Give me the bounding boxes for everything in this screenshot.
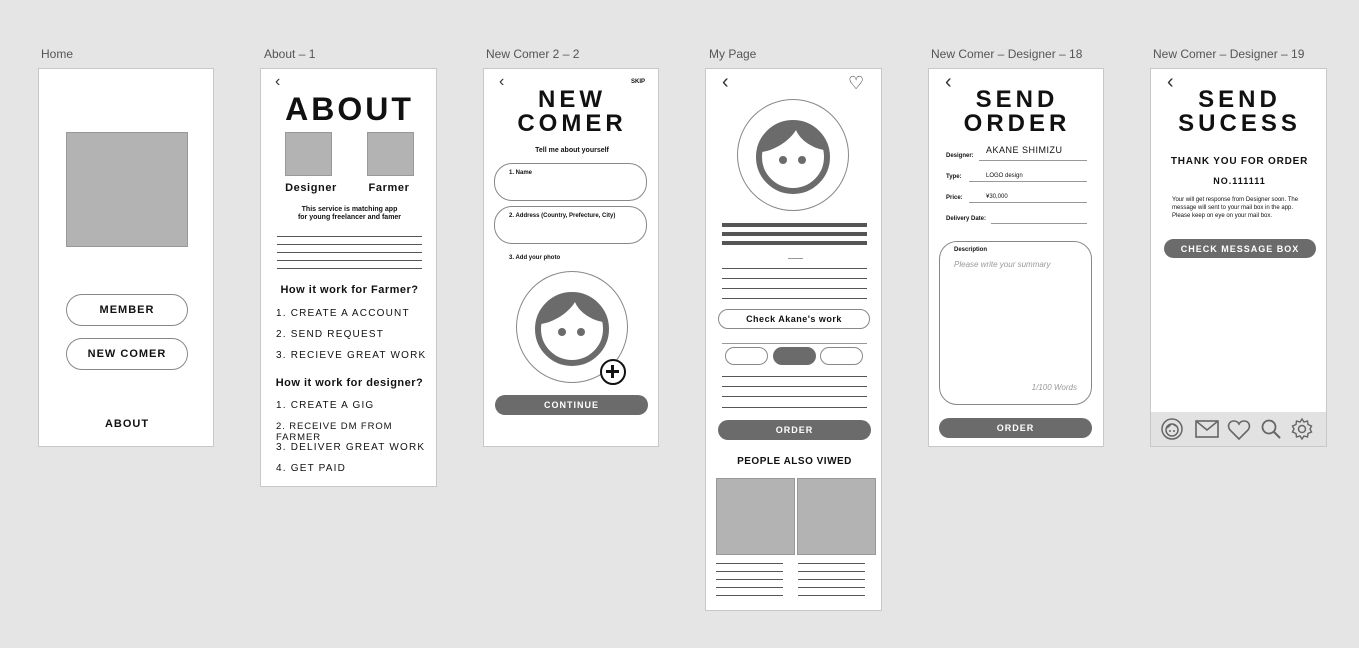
back-chevron-icon[interactable]: ‹ (275, 73, 281, 90)
frame-label-newcomer: New Comer 2 – 2 (486, 47, 580, 61)
add-photo-plus-icon[interactable] (600, 359, 626, 385)
text-line (722, 396, 867, 397)
price-field-label: Price: (946, 195, 963, 201)
option-pill-selected[interactable] (773, 347, 816, 365)
frame-label-send-success: New Comer – Designer – 19 (1153, 47, 1305, 61)
designer-heading: How it work for designer? (275, 377, 424, 389)
text-line (798, 587, 865, 588)
farmer-image (367, 132, 414, 176)
text-line (722, 268, 867, 269)
newcomer-subtitle: Tell me about yourself (535, 147, 609, 154)
people-also-viewed-heading: PEOPLE ALSO VIWED (737, 456, 852, 467)
about-frame (260, 68, 437, 487)
farmer-step: 1. CREATE A ACCOUNT (276, 308, 410, 319)
text-line (716, 571, 783, 572)
field-underline (979, 160, 1087, 161)
back-chevron-icon[interactable]: ‹ (499, 73, 505, 90)
gear-icon[interactable] (1290, 417, 1314, 441)
designer-field-value: AKANE SHIMIZU (986, 145, 1063, 155)
related-image[interactable] (716, 478, 795, 555)
text-line (798, 579, 865, 580)
home-frame (38, 68, 214, 447)
designer-field-label: Designer: (946, 153, 974, 159)
send-order-title-line1: SEND (975, 86, 1059, 113)
designer-step: 1. CREATE A GIG (276, 400, 375, 411)
success-message: Your will get response from Designer soon. The message will sent to your mail box in the app. Please keep on eye on your mail box. (1172, 197, 1299, 219)
designer-step: 4. GET PAID (276, 463, 347, 474)
success-title-line2: SUCESS (1178, 110, 1301, 137)
bottom-tab-bar (1151, 412, 1326, 446)
order-button[interactable]: ORDER (718, 420, 871, 440)
designer-step: 2. RECEIVE DM FROM FARMER (276, 421, 393, 443)
back-chevron-icon[interactable]: ‹ (722, 71, 729, 93)
text-line (277, 244, 422, 245)
send-success-frame (1150, 68, 1327, 447)
photo-label: 3. Add your photo (509, 255, 561, 261)
check-work-button[interactable]: Check Akane's work (718, 309, 870, 329)
newcomer-title-line2: COMER (517, 110, 627, 137)
back-chevron-icon[interactable]: ‹ (945, 71, 952, 93)
text-line (722, 376, 867, 377)
order-number: NO.111111 (1213, 176, 1266, 186)
skip-link[interactable]: SKIP (631, 79, 646, 85)
description-label: Description (954, 247, 988, 253)
name-field[interactable]: 1. Name (494, 163, 647, 201)
farmer-label: Farmer (368, 182, 410, 194)
send-order-title-line2: ORDER (963, 110, 1071, 137)
avatar-face-icon (738, 100, 848, 210)
new-comer-button[interactable]: NEW COMER (66, 338, 188, 370)
field-underline (991, 223, 1087, 224)
mypage-frame (705, 68, 882, 611)
thank-you-text: THANK YOU FOR ORDER (1170, 156, 1309, 167)
back-chevron-icon[interactable]: ‹ (1167, 71, 1174, 93)
about-title: ABOUT (285, 91, 414, 127)
check-message-box-button[interactable]: CHECK MESSAGE BOX (1164, 239, 1316, 258)
profile-avatar (737, 99, 849, 211)
farmer-step: 2. SEND REQUEST (276, 329, 385, 340)
frame-label-about: About – 1 (264, 47, 316, 61)
type-field-label: Type: (946, 174, 962, 180)
option-pill[interactable] (725, 347, 768, 365)
divider (722, 343, 867, 344)
text-line (722, 232, 867, 236)
text-line (722, 298, 867, 299)
address-field[interactable]: 2. Address (Country, Prefecture, City) (494, 206, 647, 244)
heart-icon[interactable] (1227, 419, 1251, 441)
text-line (722, 407, 867, 408)
text-line (798, 563, 865, 564)
farmer-heading: How it work for Farmer? (280, 284, 419, 296)
text-line (277, 260, 422, 261)
member-button[interactable]: MEMBER (66, 294, 188, 326)
mail-icon[interactable] (1194, 419, 1220, 439)
designer-image (285, 132, 332, 176)
text-line (798, 571, 865, 572)
description-textarea[interactable] (939, 241, 1092, 405)
face-icon[interactable] (1160, 417, 1184, 441)
about-link[interactable]: ABOUT (104, 418, 150, 430)
continue-button[interactable]: CONTINUE (495, 395, 648, 415)
text-line (716, 579, 783, 580)
text-line (722, 288, 867, 289)
option-pill[interactable] (820, 347, 863, 365)
price-field-value: ¥30,000 (986, 194, 1008, 200)
search-icon[interactable] (1260, 418, 1282, 440)
text-line (722, 223, 867, 227)
text-line (277, 236, 422, 237)
heart-icon[interactable]: ♡ (848, 73, 865, 93)
farmer-step: 3. RECIEVE GREAT WORK (276, 350, 427, 361)
newcomer-frame (483, 68, 659, 447)
about-desc-line1: This service is matching app (301, 206, 398, 213)
field-underline (969, 181, 1087, 182)
text-line (716, 587, 783, 588)
type-field-value: LOGO design (986, 173, 1023, 179)
text-line (722, 241, 867, 245)
word-count: 1/100 Words (1031, 383, 1077, 392)
text-line (277, 252, 422, 253)
frame-label-home: Home (41, 47, 74, 61)
about-desc-line2: for young freelancer and famer (297, 214, 402, 221)
newcomer-title-line1: NEW (538, 86, 606, 113)
related-image[interactable] (797, 478, 876, 555)
frame-label-send-order: New Comer – Designer – 18 (931, 47, 1083, 61)
text-line (798, 595, 865, 596)
text-line (277, 268, 422, 269)
order-button[interactable]: ORDER (939, 418, 1092, 438)
frame-label-mypage: My Page (709, 47, 757, 61)
field-underline (969, 202, 1087, 203)
delivery-field-label: Delivery Date: (946, 216, 987, 222)
description-placeholder: Please write your summary (954, 260, 1051, 269)
text-line (716, 563, 783, 564)
hero-image-placeholder (66, 132, 188, 247)
text-line (722, 278, 867, 279)
designer-step: 3. DELIVER GREAT WORK (276, 442, 426, 453)
designer-label: Designer (285, 182, 337, 194)
send-order-frame (928, 68, 1104, 447)
text-line (722, 386, 867, 387)
text-line (716, 595, 783, 596)
success-title-line1: SEND (1198, 86, 1281, 113)
divider (788, 258, 803, 259)
